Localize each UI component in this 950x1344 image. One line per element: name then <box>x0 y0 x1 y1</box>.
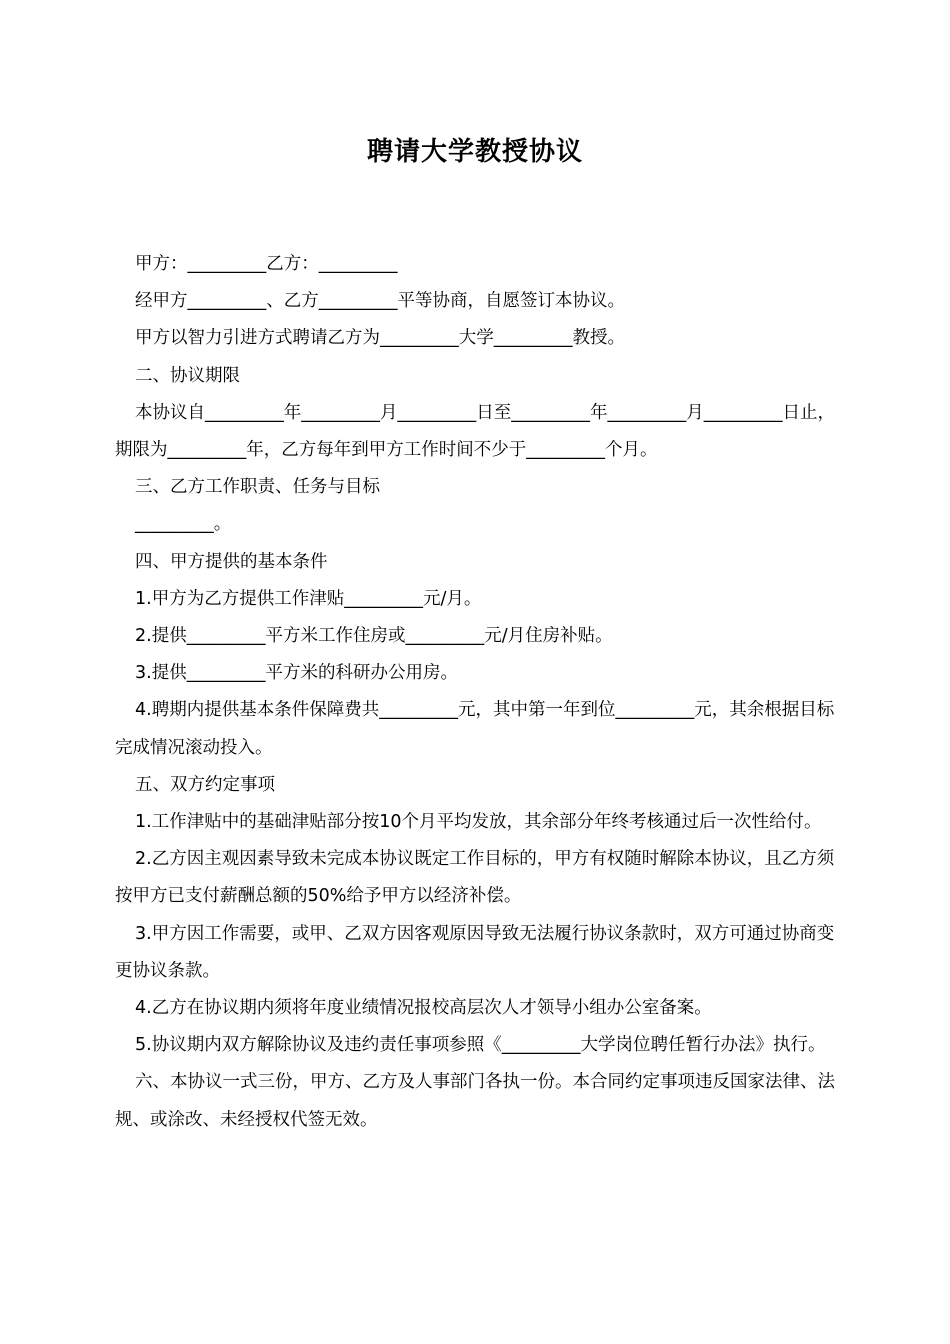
condition-item-1: 1.甲方为乙方提供工作津贴_________元/月。 <box>135 588 482 609</box>
term-paragraph: 本协议自_________年_________月_________日至_________年_________月_________日止，期限为_________年，乙方每年到甲方工作时间不少于_________个月。 <box>115 402 835 461</box>
agreement-item-5: 5.协议期内双方解除协议及违约责任事项参照《_________大学岗位聘任暂行办法》执行。 <box>135 1035 826 1056</box>
document-body <box>115 246 837 1139</box>
section-heading-term: 二、协议期限 <box>135 365 240 386</box>
agreement-item-1: 1.工作津贴中的基础津贴部分按10个月平均发放，其余部分年终考核通过后一次性给付。 <box>135 812 822 833</box>
duties-paragraph: _________。 <box>135 514 232 535</box>
agreement-item-2: 2.乙方因主观因素导致未完成本协议既定工作目标的，甲方有权随时解除本协议，且乙方须按甲方已支付薪酬总额的50%给予甲方以经济补偿。 <box>115 849 835 907</box>
negotiation-paragraph: 经甲方_________、乙方_________平等协商，自愿签订本协议。 <box>135 291 625 312</box>
agreement-item-4: 4.乙方在协议期内须将年度业绩情况报校高层次人才领导小组办公室备案。 <box>135 998 712 1019</box>
section-heading-duties: 三、乙方工作职责、任务与目标 <box>135 477 380 498</box>
section-heading-agreements: 五、双方约定事项 <box>135 774 275 795</box>
condition-item-3: 3.提供_________平方米的科研办公用房。 <box>135 663 458 684</box>
appointment-paragraph: 甲方以智力引进方式聘请乙方为_________大学_________教授。 <box>135 328 625 349</box>
agreement-item-3: 3.甲方因工作需要，或甲、乙双方因客观原因导致无法履行协议条款时，双方可通过协商变更协议条款。 <box>115 923 835 981</box>
section-heading-conditions: 四、甲方提供的基本条件 <box>135 551 328 572</box>
section-copies-validity: 六、本协议一式三份，甲方、乙方及人事部门各执一份。本合同约定事项违反国家法律、法规、或涂改、未经授权代签无效。 <box>115 1072 835 1130</box>
condition-item-4: 4.聘期内提供基本条件保障费共_________元，其中第一年到位_________元，其余根据目标完成情况滚动投入。 <box>115 700 835 758</box>
condition-item-2: 2.提供_________平方米工作住房或_________元/月住房补贴。 <box>135 626 613 647</box>
parties-line: 甲方：_________乙方：_________ <box>135 254 398 274</box>
document-title: 聘请大学教授协议 <box>366 137 583 167</box>
